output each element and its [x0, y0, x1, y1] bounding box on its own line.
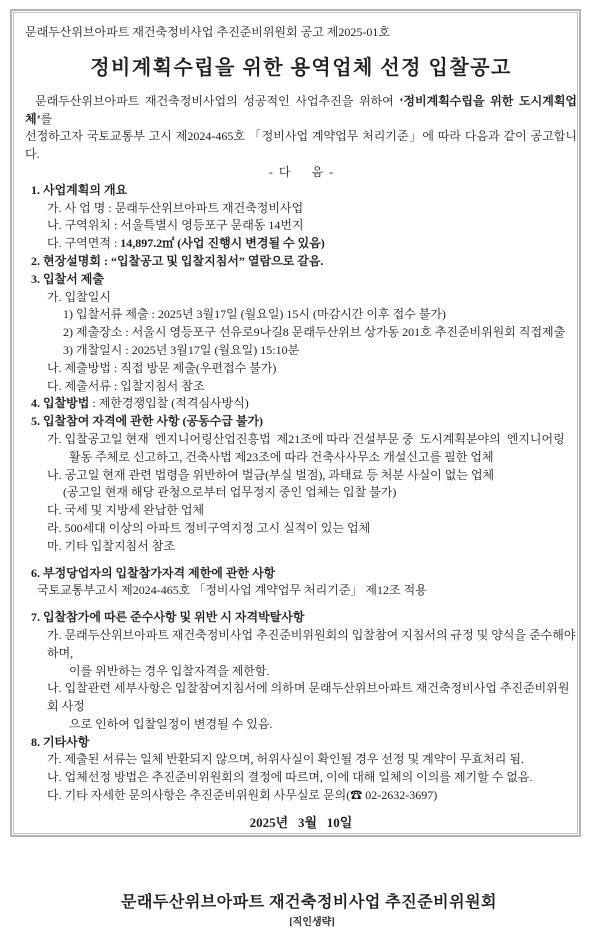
doc-line: [25, 520, 577, 538]
doc-line: [25, 609, 577, 627]
doc-line: [25, 360, 577, 378]
doc-line: [25, 378, 577, 396]
doc-line-text: 가. 사 업 명 : 문래두산위브아파트 재건축정비사업: [47, 200, 304, 215]
doc-line-text: 마. 기타 입찰지침서 참조: [47, 538, 175, 553]
doc-line-text: : 제한경쟁입찰 (적격심사방식): [89, 396, 249, 411]
doc-line: [25, 200, 577, 218]
doc-line-text: 다. 제출서류 : 입찰지침서 참조: [47, 378, 205, 393]
doc-line: [25, 342, 577, 360]
doc-line-text: - 다 음 -: [268, 164, 334, 179]
doc-line-bold-text: 8. 기타사항: [31, 734, 90, 749]
doc-line: [25, 538, 577, 556]
doc-line: [25, 306, 577, 324]
doc-line-text: 나. 공고일 현재 관련 법령을 위반하여 벌금(부실 벌점), 과태료 등 처분 사실이 없는 업체: [47, 467, 495, 482]
page-title: 정비계획수립을 위한 용역업체 선정 입찰공고: [90, 56, 512, 79]
doc-line-text: 3) 개찰일시 : 2025년 3월17일 (월요일) 15:10분: [63, 342, 300, 357]
doc-line: [25, 663, 577, 681]
doc-line: [25, 289, 577, 307]
doc-line: [25, 93, 577, 129]
notice-number: 문래두산위브아파트 재건축정비사업 추진준비위원회 공고 제2025-01호: [25, 25, 390, 39]
doc-line: [25, 582, 577, 600]
doc-line-text: 나. 업체선정 방법은 추진준비위원회의 결정에 따르며, 이에 대해 일체의 이의를 제기할 수 없음.: [47, 770, 533, 785]
doc-line: [25, 716, 577, 734]
doc-line-text: 다. 국세 및 지방세 완납한 업체: [47, 503, 205, 518]
doc-line: [25, 484, 577, 502]
doc-line-text: 나. 구역위치 : 서울특별시 영등포구 문래동 14번지: [47, 218, 304, 233]
doc-line: [25, 787, 577, 805]
doc-line-bold-text: 1. 사업계획의 개요: [31, 182, 128, 197]
doc-line: [25, 769, 577, 787]
doc-line-text: 다. 구역면적 :: [47, 236, 121, 251]
notice-document: [25, 24, 577, 948]
doc-line: [25, 467, 577, 485]
doc-line-text: 라. 500세대 이상의 아파트 정비구역지정 고시 실적이 있는 업체: [47, 520, 371, 535]
doc-line-bold-text: ‘정비계획수립을 위한 도시계획업체’: [25, 93, 578, 126]
doc-line-bold-text: 14,897.2㎡ (사업 진행시 변경될 수 있음): [120, 236, 325, 251]
doc-line-text: 국토교통부고시 제2024-465호 「정비사업 계약업무 처리기준」 제12조 적용: [37, 583, 427, 598]
doc-line: [25, 751, 577, 769]
doc-line-text: (공고일 현재 해당 관청으로부터 업무정지 중인 업체는 입찰 불가): [63, 485, 397, 500]
doc-line: [25, 565, 577, 583]
doc-line: [25, 734, 577, 752]
seal-omitted-note: [직인생략]: [289, 916, 335, 928]
doc-line-text: 가. 입찰일시: [47, 289, 111, 304]
doc-line-text: 다. 기타 자세한 문의사항은 추진준비위원회 사무실로 문의(☎ 02-2632-3697): [47, 788, 438, 803]
doc-line: [25, 128, 577, 164]
doc-line-text: 가. 문래두산위브아파트 재건축정비사업 추진준비위원회의 입찰참여 지침서의 규정 및 양식을 준수해야 하며,: [47, 627, 579, 660]
doc-line: [25, 413, 577, 431]
doc-line-bold-text: 2. 현장설명회 : “입찰공고 및 입찰지침서” 열람으로 갈음.: [31, 253, 324, 268]
notice-date: 2025년 3월 10일: [249, 814, 353, 830]
issuer-name: 문래두산위브아파트 재건축정비사업 추진준비위원회: [121, 893, 497, 911]
doc-line-text: 나. 제출방법 : 직접 방문 제출(우편접수 불가): [47, 360, 277, 375]
doc-line: [25, 217, 577, 235]
doc-line-bold-text: 7. 입찰참가에 따른 준수사항 및 위반 시 자격박탈사항: [31, 610, 305, 625]
doc-line: [25, 627, 577, 663]
doc-line: [25, 164, 577, 182]
doc-line: [25, 395, 577, 413]
doc-line-bold-text: 4. 입찰방법: [31, 396, 90, 411]
doc-line-text: 2) 제출장소 : 서울시 영등포구 선유로9나길8 문래두산위브 상가동 201호 추진준비위원회 직접제출: [63, 325, 566, 340]
doc-line-text: 선정하고자 국토교통부 고시 제2024-465호 「정비사업 계약업무 처리기준」에 따라 다음과 같이 공고합니다.: [25, 129, 577, 162]
doc-line: [25, 235, 577, 253]
doc-line-text: 으로 인하여 입찰일정이 변경될 수 있음.: [69, 716, 273, 731]
doc-line: [25, 253, 577, 271]
doc-line-text: 가. 제출된 서류는 일체 반환되지 않으며, 허위사실이 확인될 경우 선정 및 계약이 무효처리 됨.: [47, 752, 524, 767]
doc-line: [25, 182, 577, 200]
doc-line-text: 활동 주체로 신고하고, 건축사법 제23조에 따라 건축사사무소 개설신고를 필한 업체: [69, 449, 494, 464]
doc-line-bold-text: 5. 입찰참여 자격에 관한 사항 (공동수급 불가): [31, 414, 264, 429]
document-body: [25, 93, 577, 805]
doc-line-text: 이를 위반하는 경우 입찰자격을 제한함.: [69, 663, 270, 678]
doc-line-text: 가. 입찰공고일 현재 엔지니어링산업진흥법 제21조에 따라 건설부문 중 도시계획분야의 엔지니어링: [47, 431, 565, 446]
doc-line-text: 나. 입찰관련 세부사항은 입찰참여지침서에 의하며 문래두산위브아파트 재건축정비사업 추진준비위원회 사정: [47, 681, 570, 714]
doc-line: [25, 431, 577, 449]
doc-line: [25, 502, 577, 520]
issuer-line: [25, 871, 577, 948]
doc-line: [25, 449, 577, 467]
doc-line-bold-text: 3. 입찰서 제출: [31, 271, 104, 286]
doc-line-bold-text: 6. 부정당업자의 입찰참가자격 제한에 관한 사항: [31, 565, 276, 580]
doc-line: [25, 324, 577, 342]
doc-line: [25, 271, 577, 289]
doc-line-text: 문래두산위브아파트 재건축정비사업의 성공적인 사업추진을 위하여: [35, 93, 400, 108]
doc-line-text: 를: [40, 111, 53, 126]
doc-line-text: 1) 입찰서류 제출 : 2025년 3월17일 (월요일) 15시 (마감시간 이후 접수 불가): [63, 307, 446, 322]
doc-line: [25, 680, 577, 716]
